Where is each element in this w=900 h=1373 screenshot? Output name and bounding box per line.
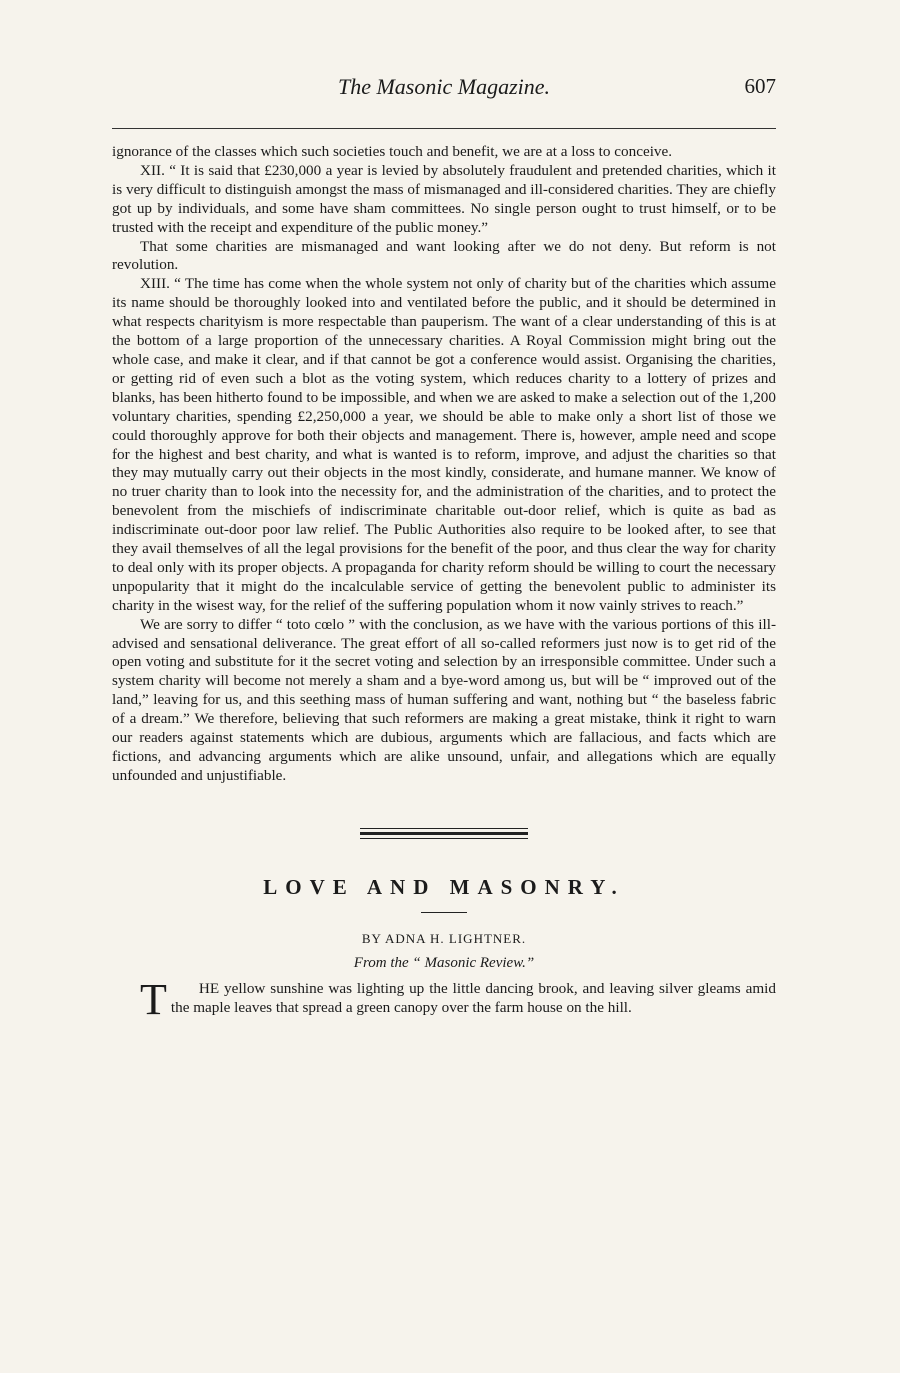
page-number: 607: [744, 74, 776, 98]
running-title: The Masonic Magazine.: [337, 74, 551, 99]
divider-line-thick: [360, 832, 528, 835]
title-rule: [421, 912, 467, 913]
article-opening: [112, 974, 776, 1024]
paragraph-continuation: ignorance of the classes which such societies touch and benefit, we are at a loss to conceive.: [112, 143, 673, 160]
paragraph-reply-xii: That some charities are mismanaged and want looking after we do not deny. But reform is not revolution.: [112, 237, 776, 274]
page-header: [112, 70, 776, 110]
divider-line: [360, 838, 528, 839]
article-byline: BY ADNA H. LIGHTNER.: [361, 930, 527, 946]
paragraph-xii: XII. “ It is said that £230,000 a year is levied by absolutely fraudulent and pretended charities, which it is very difficult to distinguish amongst the mass of mismanaged and ill-considered charities. They are chiefly got up by individuals, and some have sham committees. No single person ought to trust himself, or to be trusted with the receipt and expenditure of the public money.”: [112, 161, 776, 236]
paragraph-xiii: XIII. “ The time has come when the whole system not only of charity but of the charities which assume its name should be thoroughly looked into and ventilated before the public, and it should be determined in what respects charityism is more respectable than pauperism. The want of a clear understanding of this is at the bottom of a large proportion of the unnecessary charities. A Royal Commission might bring out the whole case, and make it clear, and if that cannot be got a conference would assist. Organising the charities, or getting rid of even such a blot as the voting system, which reduces charity to a lottery of prizes and blanks, has been hitherto found to be impossible, and when we are asked to make a selection out of the 1,200 voluntary charities, spending £2,250,000 a year, we should be able to make only a short list of those we could thoroughly approve for both their objects and management. There is, however, ample need and scope for the highest and best charity, and what is wanted is to reform, improve, and adjust the charities so that they may mutually carry out their objects in the most kindly, considerate, and humane manner. We know of no truer charity than to look into the necessity for, and the administration of the charities, and to protect the benevolent from the mischiefs of indiscriminate charitable out-door relief, which is quite as bad as indiscriminate out-door poor law relief. The Public Authorities also require to be looked after, to see that they avail themselves of all the legal provisions for the benefit of the poor, and thus clear the way for charity to deal only with its proper objects. A propaganda for charity reform should be willing to court the necessary unpopularity that it might do the incalculable service of getting the benevolent public to administer its charity in the wisest way, for the relief of the suffering population whom it now vainly strives to reach.”: [112, 275, 776, 614]
paragraph-conclusion: We are sorry to differ “ toto cœlo ” with the conclusion, as we have with the various portions of this ill-advised and sensational deliverance. The great effort of all so-called reformers just now is to get rid of the open voting and substitute for it the secret voting and selection by an irresponsible committee. Under such a system charity will become not merely a sham and a bye-word among us, but will be “ improved out of the land,” leaving for us, and this seething mass of human suffering and want, nothing but “ the baseless fabric of a dream.” We therefore, believing that such reformers are making a great mistake, think it right to warn our readers against statements which are dubious, arguments which are fallacious, and facts which are fictions, and advancing arguments which are alike unsound, unfair, and allegations which are equally unfounded and unjustifiable.: [112, 615, 776, 784]
header-rule: [112, 128, 776, 129]
divider-line: [360, 828, 528, 829]
article-source: From the “ Masonic Review.”: [353, 954, 535, 971]
article-title: LOVE AND MASONRY.: [263, 874, 625, 899]
drop-cap: T: [140, 974, 167, 1024]
page: [112, 70, 776, 1024]
section-divider: [360, 828, 528, 839]
article-opening-text: HE yellow sunshine was lighting up the little dancing brook, and leaving silver gleams amid the maple leaves that spread a green canopy over the farm house on the hill.: [170, 979, 776, 1016]
